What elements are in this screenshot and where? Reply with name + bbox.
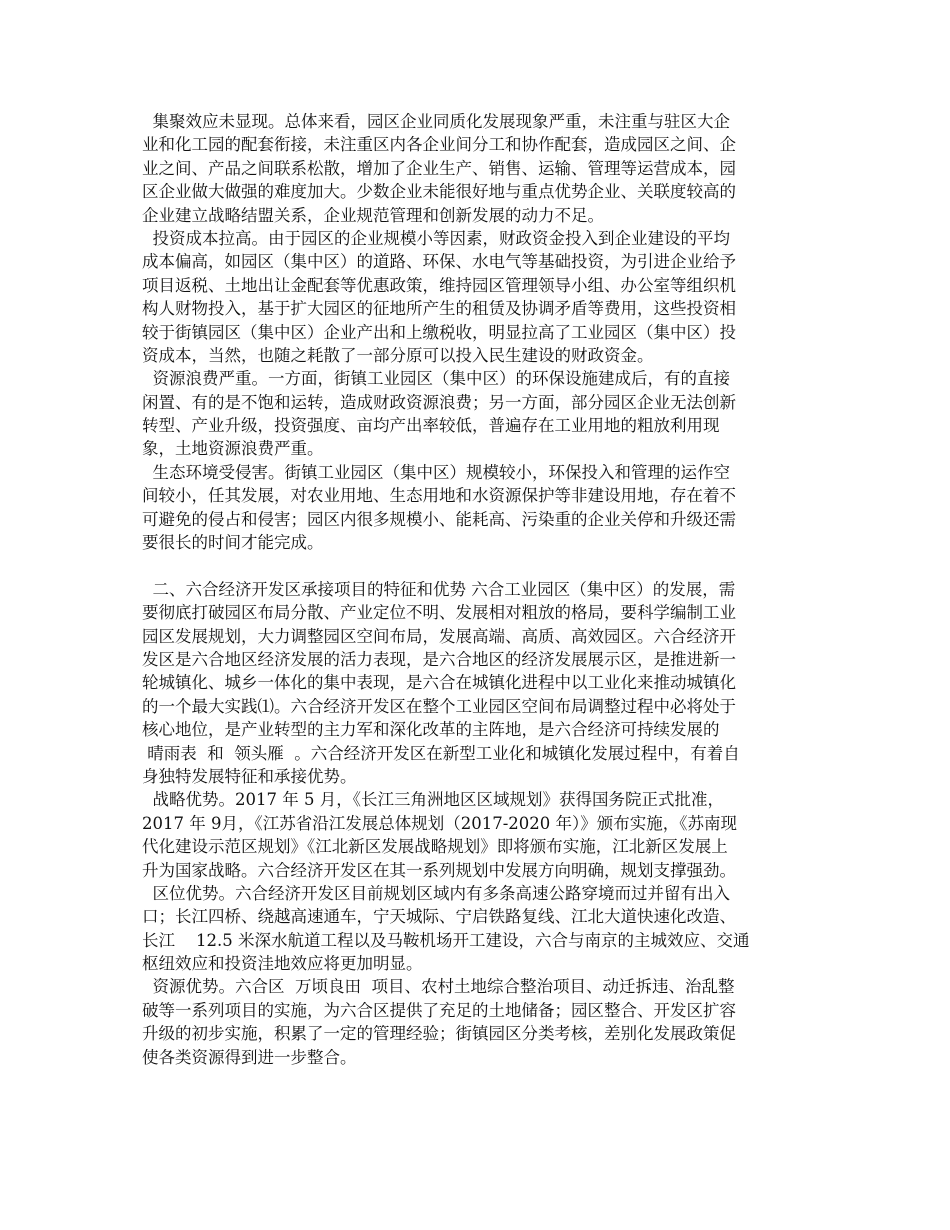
- text-line: 生态环境受侵害。街镇工业园区（集中区）规模较小，环保投入和管理的运作空: [142, 462, 730, 482]
- text-line: 的一个最大实践⑴。六合经济开发区在整个工业园区空间布局调整过程中必将处于: [142, 696, 736, 716]
- document-body: [142, 110, 814, 1069]
- paragraph: [142, 110, 814, 227]
- paragraph: [142, 975, 814, 1069]
- paragraph: [142, 578, 814, 789]
- text-line: 园区发展规划，大力调整园区空间布局，发展高端、高质、高效园区。六合经济开: [142, 626, 736, 646]
- paragraph: [142, 227, 814, 367]
- text-line: 资源浪费严重。一方面，街镇工业园区（集中区）的环保设施建成后，有的直接: [142, 369, 730, 389]
- text-line: 2017 年 9月，《江苏省沿江发展总体规划（2017-2020 年）》颁布实施，《苏南现: [142, 813, 738, 833]
- text-line: 区企业做大做强的难度加大。少数企业未能很好地与重点优势企业、关联度较高的: [142, 182, 736, 202]
- text-line: 区位优势。六合经济开发区目前规划区域内有多条高速公路穿境而过并留有出入: [142, 883, 730, 903]
- text-line: 使各类资源得到进一步整合。: [142, 1047, 357, 1067]
- text-line: 项目返税、土地出让金配套等优惠政策，维持园区管理领导小组、办公室等组织机: [142, 275, 736, 295]
- paragraph: [142, 461, 814, 555]
- text-line: 破等一系列项目的实施，为六合区提供了充足的土地储备；园区整合、开发区扩容: [142, 1000, 736, 1020]
- text-line: 集聚效应未显现。总体来看，园区企业同质化发展现象严重，未注重与驻区大企: [142, 112, 730, 131]
- text-line: 升为国家战略。六合经济开发区在其一系列规划中发展方向明确，规划支撑强劲。: [142, 860, 736, 880]
- paragraph-spacer: [142, 554, 814, 577]
- paragraph: [142, 882, 814, 976]
- text-line: 资源优势。六合区 万顷良田 项目、农村土地综合整治项目、动迁拆违、治乱整: [142, 977, 735, 997]
- text-line: 代化建设示范区规划》《江北新区发展战略规划》即将颁布实施，江北新区发展上: [142, 837, 728, 857]
- text-line: 要彻底打破园区布局分散、产业定位不明、发展相对粗放的格局，要科学编制工业: [142, 603, 736, 623]
- text-line: 象，土地资源浪费严重。: [142, 439, 324, 459]
- text-line: 较于街镇园区（集中区）企业产出和上缴税收，明显拉高了工业园区（集中区）投: [142, 322, 736, 342]
- text-line: 升级的初步实施，积累了一定的管理经验；街镇园区分类考核，差别化发展政策促: [142, 1024, 736, 1044]
- text-line: 资成本，当然，也随之耗散了一部分原可以投入民生建设的财政资金。: [142, 345, 654, 365]
- text-line: 晴雨表 和 领头雁 。六合经济开发区在新型工业化和城镇化发展过程中，有着自: [142, 743, 740, 763]
- text-line: 间较小，任其发展，对农业用地、生态用地和水资源保护等非建设用地，存在着不: [142, 486, 736, 506]
- text-line: 闲置、有的是不饱和运转，造成财政资源浪费；另一方面，部分园区企业无法创新: [142, 392, 736, 412]
- text-line: 投资成本拉高。由于园区的企业规模小等因素，财政资金投入到企业建设的平均: [142, 228, 730, 248]
- text-line: 业之间、产品之间联系松散，增加了企业生产、销售、运输、管理等运营成本，园: [142, 158, 736, 178]
- text-line: 构人财物投入，基于扩大园区的征地所产生的租赁及协调矛盾等费用，这些投资相: [142, 299, 736, 319]
- text-line: 战略优势。2017 年 5 月，《长江三角洲地区区域规划》获得国务院正式批准，: [142, 790, 724, 810]
- text-line: 核心地位，是产业转型的主力军和深化改革的主阵地，是六合经济可持续发展的: [142, 720, 720, 740]
- text-line: 业和化工园的配套衔接，未注重区内各企业间分工和协作配套，造成园区之间、企: [142, 135, 736, 155]
- text-line: 转型、产业升级，投资强度、亩均产出率较低，普遍存在工业用地的粗放利用现: [142, 416, 720, 436]
- text-line: 成本偏高，如园区（集中区）的道路、环保、水电气等基础投资，为引进企业给予: [142, 252, 736, 272]
- text-line: 要很长的时间才能完成。: [142, 533, 324, 553]
- text-line: 二、六合经济开发区承接项目的特征和优势 六合工业园区（集中区）的发展，需: [142, 579, 736, 599]
- text-line: 发区是六合地区经济发展的活力表现，是六合地区的经济发展展示区，是推进新一: [142, 649, 736, 669]
- text-line: 枢纽效应和投资洼地效应将更加明显。: [142, 954, 423, 974]
- text-line: 长江 12.5 米深水航道工程以及马鞍机场开工建设，六合与南京的主城效应、交通: [142, 930, 750, 950]
- text-line: 身独特发展特征和承接优势。: [142, 766, 357, 786]
- text-line: 企业建立战略结盟关系，企业规范管理和创新发展的动力不足。: [142, 205, 604, 225]
- paragraph: [142, 367, 814, 461]
- text-line: 口；长江四桥、绕越高速通车，宁天城际、宁启铁路复线、江北大道快速化改造、: [142, 907, 736, 927]
- text-line: 轮城镇化、城乡一体化的集中表现，是六合在城镇化进程中以工业化来推动城镇化: [142, 673, 736, 693]
- text-line: 可避免的侵占和侵害；园区内很多规模小、能耗高、污染重的企业关停和升级还需: [142, 509, 736, 529]
- paragraph: [142, 788, 814, 882]
